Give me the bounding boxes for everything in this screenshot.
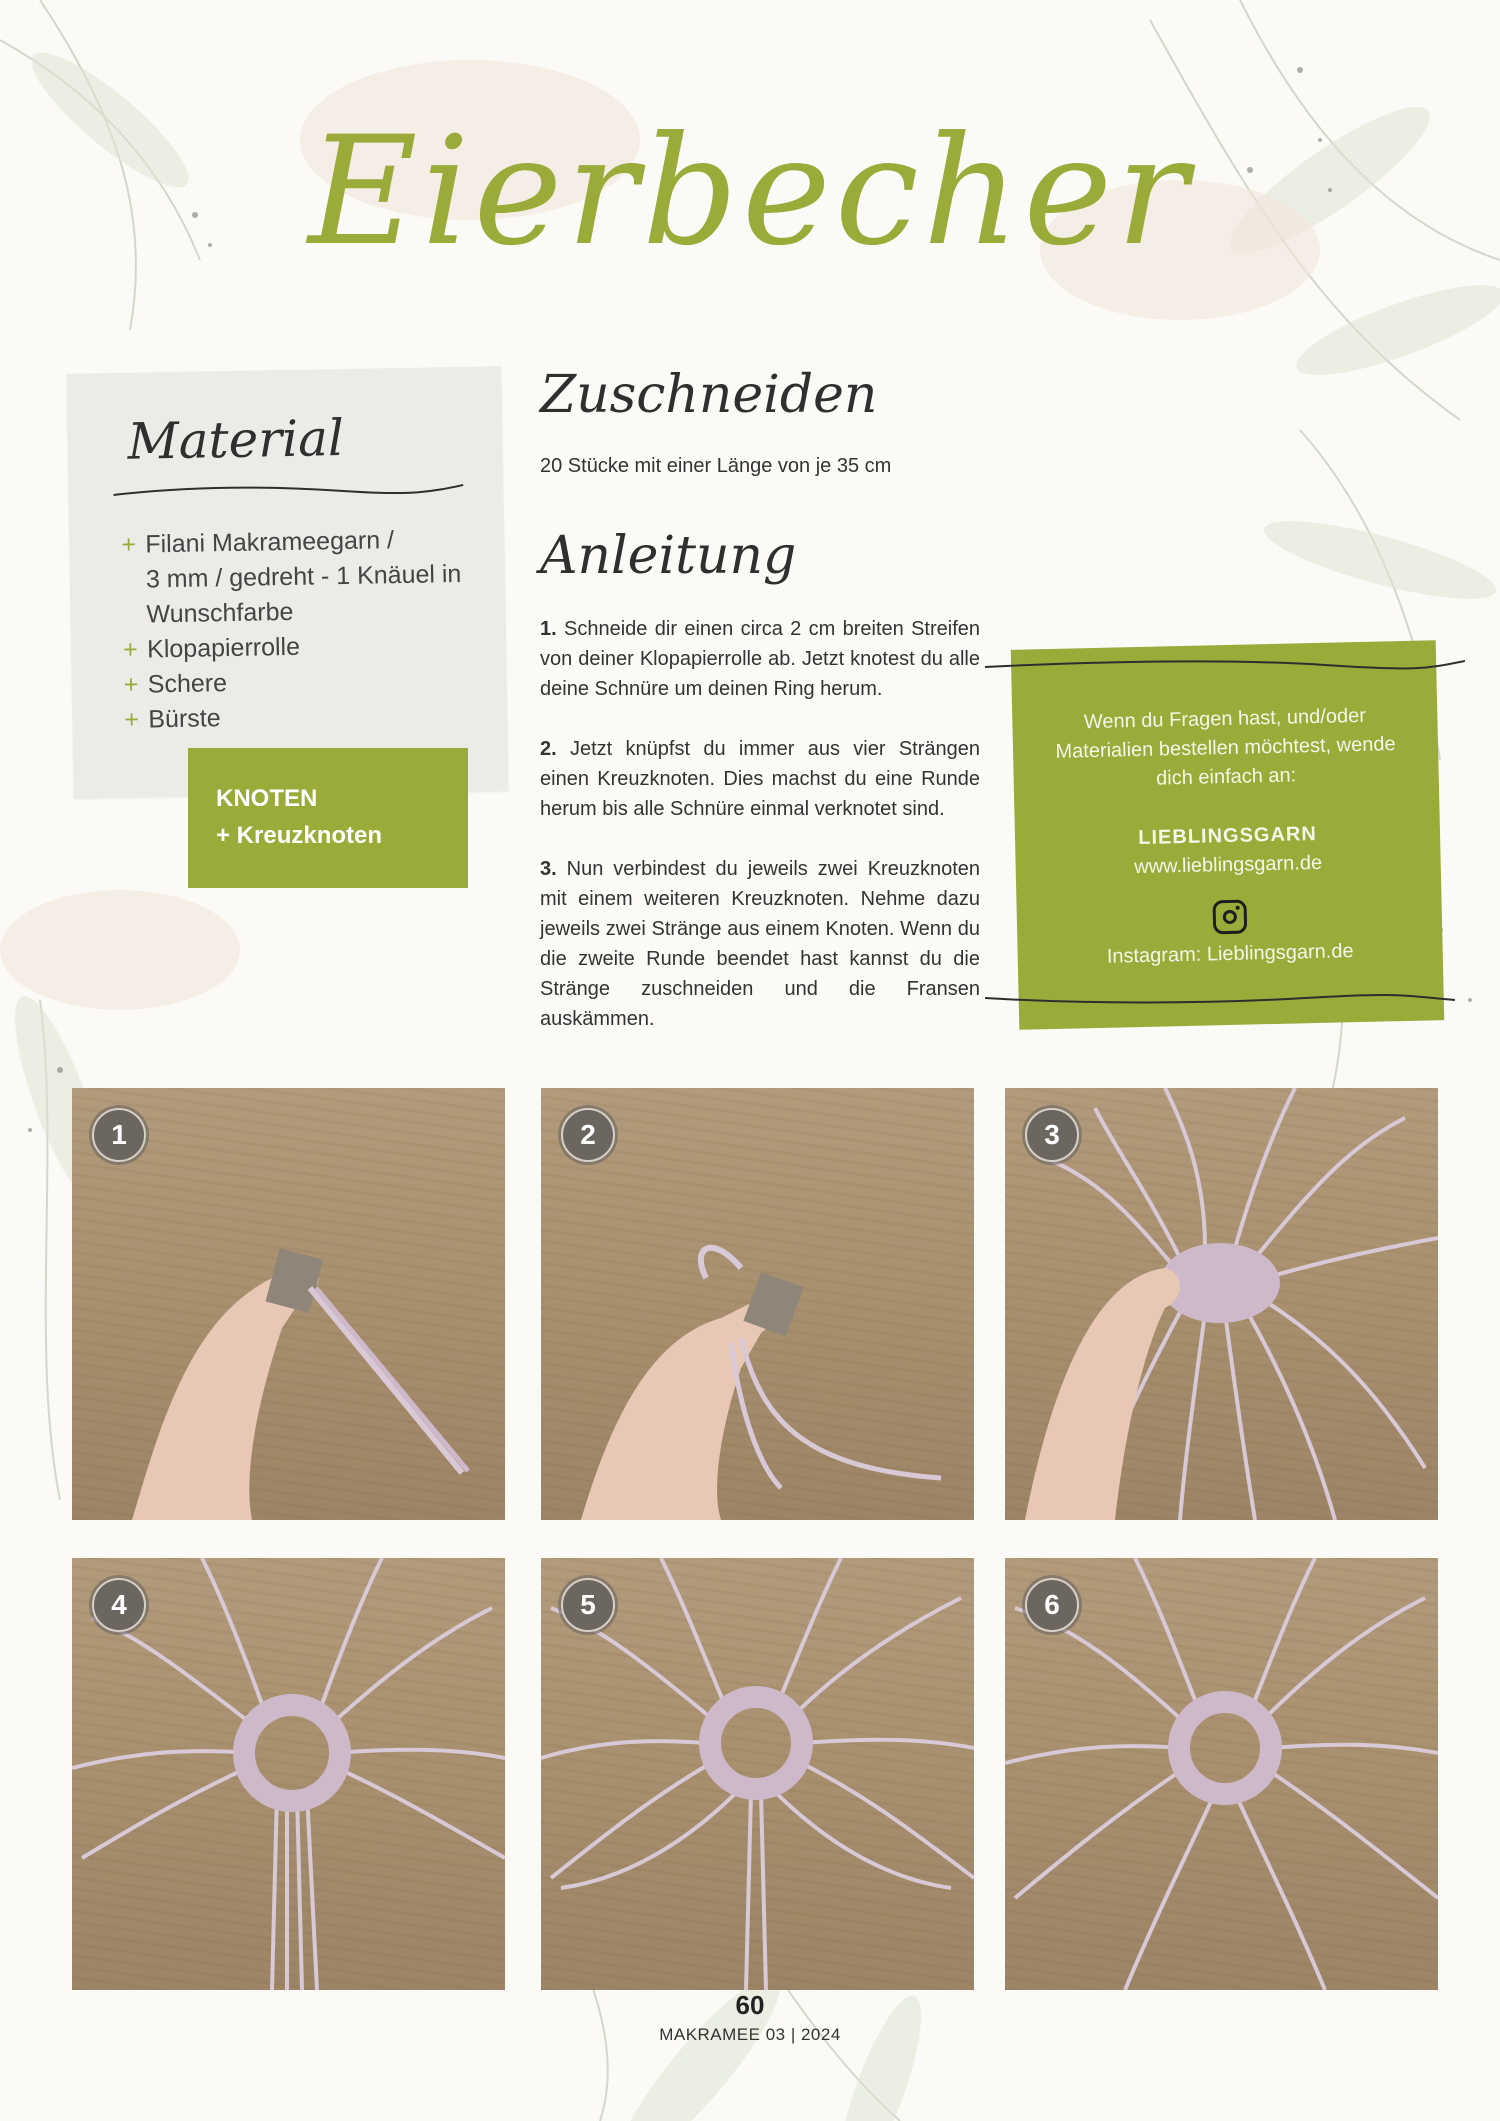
list-item-continuation: 3 mm / gedreht - 1 Knäuel in [145,559,462,594]
step-1 [540,614,980,704]
step-badge: 5 [561,1578,615,1632]
step-badge: 2 [561,1108,615,1162]
step-badge: 3 [1025,1108,1079,1162]
step-photo-6 [1005,1558,1438,1990]
step-photo-3 [1005,1088,1438,1520]
step-2 [540,734,980,824]
list-item: + Filani Makrameegarn / [121,522,461,563]
step-text: Nun verbindest du jeweils zwei Kreuzknoten mit einem weiteren Kreuzknoten. Nehme dazu jeweils zwei Stränge aus einem Knoten. Wenn du die zweite Runde beendet hast kannst du die Stränge zuschneiden und die Fransen auskämmen. [540,858,980,1030]
knots-heading: KNOTEN [216,785,318,812]
instructions-heading: Anleitung [540,526,797,586]
magazine-issue: MAKRAMEE 03 | 2024 [659,2025,841,2044]
material-heading: Material [127,408,345,471]
step-number: 2. [540,738,557,760]
instructions-column [540,365,980,1064]
steps-list [540,614,980,1034]
material-card [66,366,508,799]
knots-item: + Kreuzknoten [216,822,383,849]
step-number: 3. [540,858,557,880]
contact-instagram[interactable]: Instagram: Lieblingsgarn.de [1106,940,1354,968]
material-list [121,522,464,738]
step-badge: 1 [92,1108,146,1162]
step-badge: 6 [1025,1578,1079,1632]
list-item: + Schere [123,662,463,703]
cut-text: 20 Stücke mit einer Länge von je 35 cm [540,455,892,477]
step-number: 1. [540,618,557,640]
decorative-line [985,990,1455,1010]
contact-brand: LIEBLINGSGARN [1138,822,1318,850]
contact-box [1011,640,1445,1030]
step-3 [540,854,980,1034]
page-title: Eierbecher [308,105,1192,279]
heading-underline [113,477,463,503]
knots-box [188,748,468,888]
step-text: Jetzt knüpfst du immer aus vier Strängen einen Kreuzknoten. Dies machst du eine Runde herum bis alle Schnüre einmal verknotet sind. [540,738,980,820]
page-number: 60 [735,1990,765,2020]
list-item: + Bürste [124,697,464,738]
list-item: + Klopapierrolle [123,627,463,668]
contact-intro: Wenn du Fragen hast, und/oder Materialien bestellen möchtest, wende dich einfach an: [1055,704,1396,790]
step-photo-2 [541,1088,974,1520]
step-photo-4 [72,1558,505,1990]
step-badge: 4 [92,1578,146,1632]
step-text: Schneide dir einen circa 2 cm breiten Streifen von deiner Klopapierrolle ab. Jetzt knotest du alle deine Schnüre um deinen Ring herum. [540,618,981,700]
step-photo-5 [541,1558,974,1990]
contact-website[interactable]: www.lieblingsgarn.de [1134,851,1323,879]
list-item-continuation: Wunschfarbe [146,597,294,629]
instagram-icon [1212,900,1247,935]
cut-heading: Zuschneiden [540,365,878,425]
page-footer [0,1990,1500,2045]
step-photo-1 [72,1088,505,1520]
decorative-line [985,655,1465,675]
